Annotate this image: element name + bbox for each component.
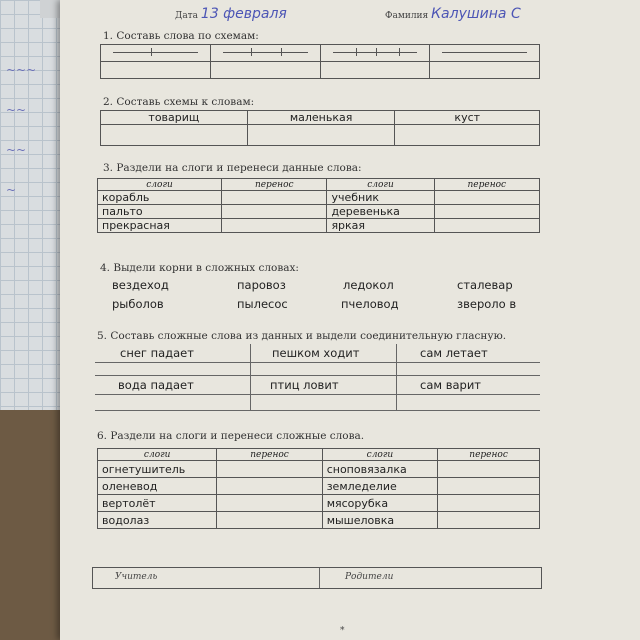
answer-cell[interactable] [438,478,540,495]
phrase: птиц ловит [270,378,339,392]
task1-title: 1. Составь слова по схемам: [103,30,259,42]
task6-table [97,448,540,529]
answer-cell[interactable] [222,191,327,205]
table-row [98,219,540,233]
table-row [101,111,540,125]
table-row [101,125,540,146]
date-field [175,6,287,22]
table-row [98,191,540,205]
task2-word: маленькая [247,111,395,125]
compound-word: паровоз [237,278,286,292]
date-label: Дата [175,11,199,21]
word-cell: яркая [327,219,434,233]
answer-cell[interactable] [222,219,327,233]
compound-word: звероло в [457,297,517,311]
scheme-cell [210,45,320,62]
answer-cell[interactable] [101,125,248,146]
surname-value: Калушина С [431,6,521,22]
task2-word: товарищ [101,111,248,125]
answer-cell[interactable] [320,62,430,79]
compound-word: вездеход [112,278,169,292]
column-header: перенос [222,179,327,191]
task3-title: 3. Раздели на слоги и перенеси данные слова: [103,162,362,174]
table-row [98,512,540,529]
task2-word: куст [395,111,540,125]
signature-box [92,567,542,589]
answer-cell[interactable] [210,62,320,79]
compound-word: сталевар [457,278,513,292]
column-header: перенос [434,179,539,191]
word-cell: мышеловка [322,512,437,529]
task6-title: 6. Раздели на слоги и перенеси сложные слова. [97,430,365,442]
task5-title: 5. Составь сложные слова из данных и выдели соединительную гласную. [97,330,507,342]
task1-table [100,44,540,79]
divider [95,362,540,363]
task2-title: 2. Составь схемы к словам: [103,96,255,108]
column-header: слоги [322,449,437,461]
compound-word: ледокол [343,278,394,292]
answer-cell[interactable] [395,125,540,146]
divider [319,568,320,588]
column-header: слоги [98,179,222,191]
answer-cell[interactable] [438,461,540,478]
divider [95,375,540,376]
divider [396,344,397,410]
notebook-handwriting: ~~~ ~~ ~~ ~ [6,63,37,197]
answer-cell[interactable] [247,125,395,146]
task3-table [97,178,540,233]
answer-cell[interactable] [101,62,211,79]
phrase: сам летает [420,346,488,360]
answer-cell[interactable] [430,62,540,79]
word-cell: земледелие [322,478,437,495]
word-cell: учебник [327,191,434,205]
answer-cell[interactable] [434,219,539,233]
compound-word: пылесос [237,297,288,311]
table-row [98,461,540,478]
column-header: перенос [217,449,322,461]
compound-word: пчеловод [341,297,399,311]
teacher-label: Учитель [115,572,158,582]
phrase: снег падает [120,346,194,360]
table-row [101,45,540,62]
word-cell: корабль [98,191,222,205]
answer-cell[interactable] [438,512,540,529]
date-value: 13 февраля [200,6,287,22]
answer-cell[interactable] [217,478,322,495]
parents-label: Родители [345,572,394,582]
divider [95,394,540,395]
column-header: слоги [98,449,217,461]
answer-cell[interactable] [222,205,327,219]
column-header: слоги [327,179,434,191]
scheme-cell [320,45,430,62]
table-row [98,179,540,191]
word-cell: сноповязалка [322,461,437,478]
word-cell: прекрасная [98,219,222,233]
table-row [101,62,540,79]
divider [250,344,251,410]
answer-cell[interactable] [434,205,539,219]
answer-cell[interactable] [434,191,539,205]
table-row [98,478,540,495]
word-cell: пальто [98,205,222,219]
surname-field [385,6,521,22]
answer-cell[interactable] [217,461,322,478]
phrase: пешком ходит [272,346,360,360]
word-cell: мясорубка [322,495,437,512]
table-row [98,449,540,461]
page-mark: * [340,626,345,636]
table-row [98,495,540,512]
word-cell: огнетушитель [98,461,217,478]
table-row [98,205,540,219]
divider [95,410,540,411]
word-cell: оленевод [98,478,217,495]
answer-cell[interactable] [438,495,540,512]
answer-cell[interactable] [217,512,322,529]
task4-title: 4. Выдели корни в сложных словах: [100,262,299,274]
word-cell: вертолёт [98,495,217,512]
answer-cell[interactable] [217,495,322,512]
column-header: перенос [438,449,540,461]
scheme-cell [430,45,540,62]
surname-label: Фамилия [385,11,429,21]
word-cell: деревенька [327,205,434,219]
word-cell: водолаз [98,512,217,529]
task2-table [100,110,540,146]
phrase: сам варит [420,378,481,392]
scheme-cell [101,45,211,62]
phrase: вода падает [118,378,194,392]
compound-word: рыболов [112,297,164,311]
